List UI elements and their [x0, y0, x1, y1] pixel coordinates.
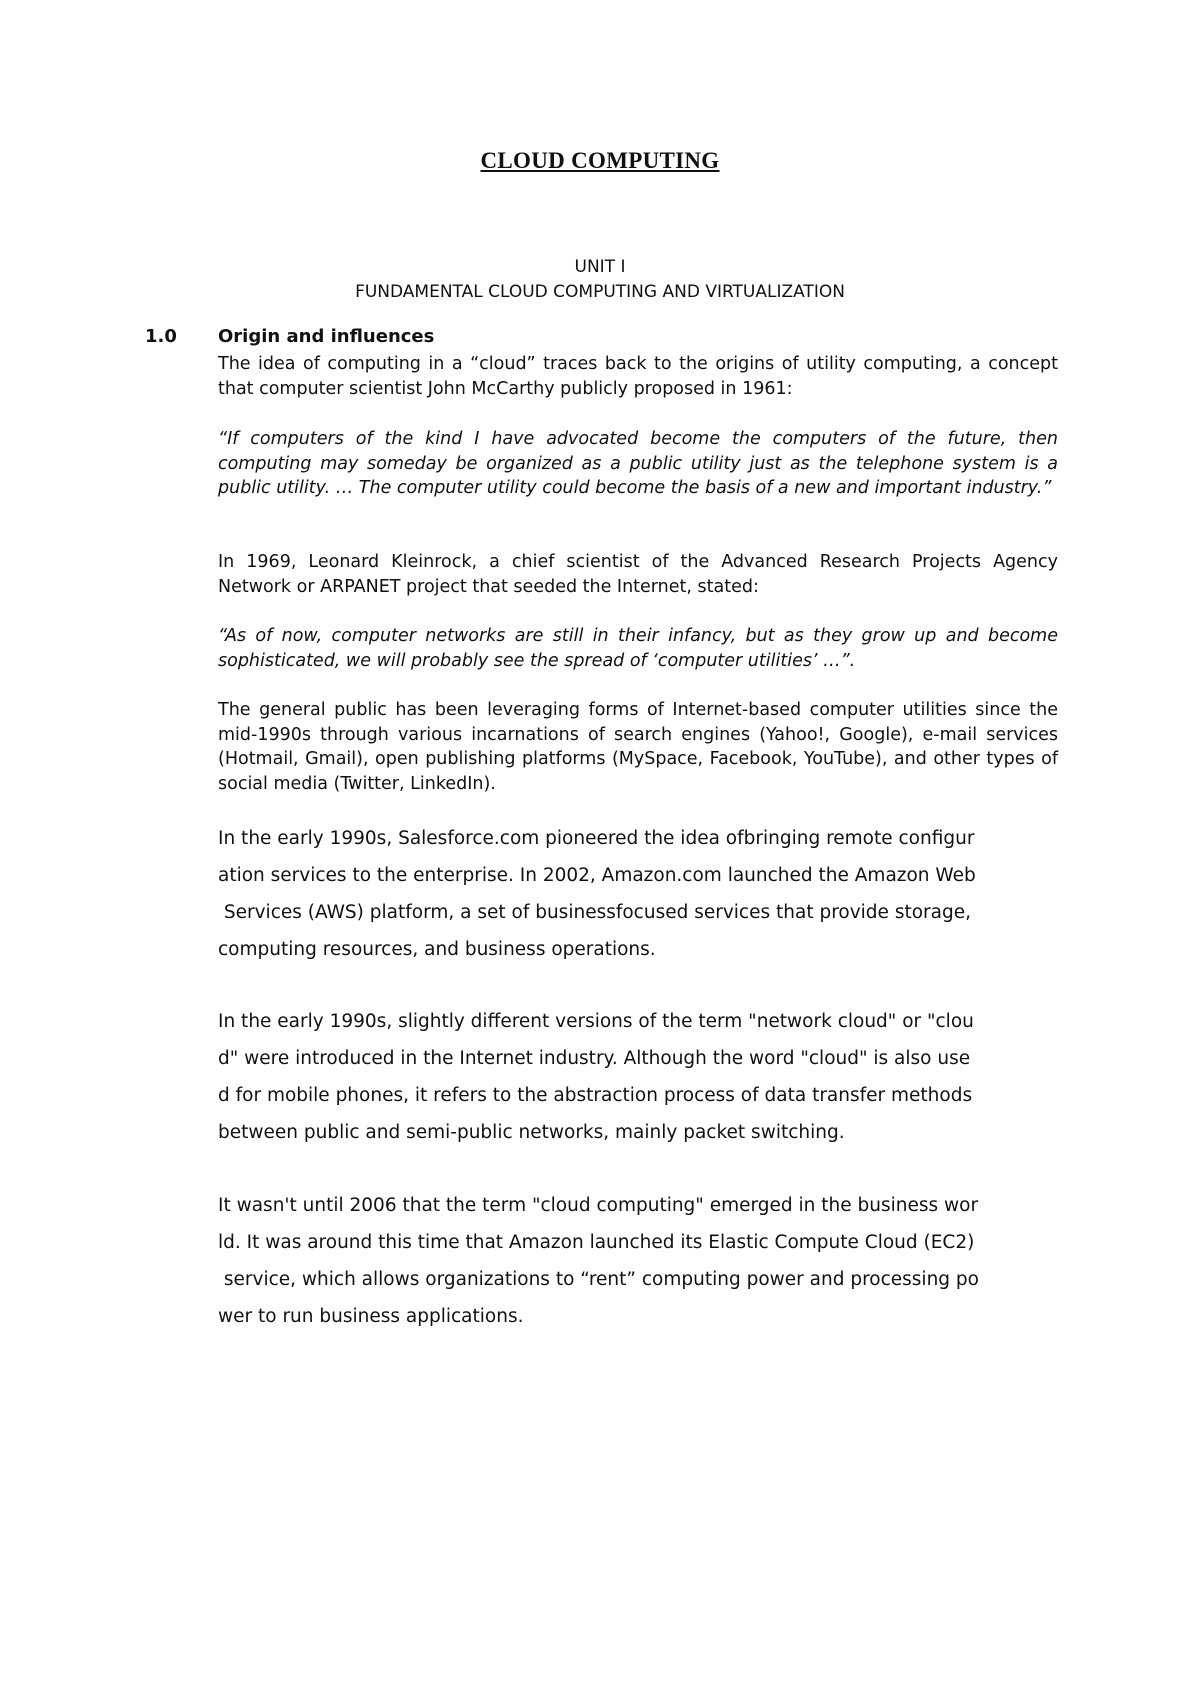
- paragraph-2006-cloud-computing: [218, 1187, 1058, 1335]
- unit-number: UNIT I: [574, 257, 626, 277]
- text-line: ld. It was around this time that Amazon launched its Elastic Compute Cloud (EC2): [218, 1232, 975, 1253]
- unit-heading: [0, 255, 1200, 305]
- text-line: It wasn't until 2006 that the term "cloud computing" emerged in the business wor: [218, 1195, 979, 1216]
- paragraph-kleinrock-intro: In 1969, Leonard Kleinrock, a chief scientist of the Advanced Research Projects Agency Network or ARPANET project that seeded the Internet, stated:: [218, 552, 1058, 597]
- document-title: CLOUD COMPUTING: [480, 148, 720, 173]
- text-line: Services (AWS) platform, a set of businessfocused services that provide storage,: [218, 902, 971, 923]
- text-line: d for mobile phones, it refers to the abstraction process of data transfer methods: [218, 1085, 973, 1106]
- quote-kleinrock: “As of now, computer networks are still in their infancy, but as they grow up and become sophisticated, we will probably see the spread of ‘computer utilities’ …”.: [218, 626, 1058, 671]
- paragraph-network-cloud: [218, 1003, 1058, 1151]
- text-line: between public and semi-public networks, mainly packet switching.: [218, 1122, 845, 1143]
- text-line: ation services to the enterprise. In 2002, Amazon.com launched the Amazon Web: [218, 865, 976, 886]
- section-number: 1.0: [145, 326, 177, 347]
- paragraph-mccarthy-intro: The idea of computing in a “cloud” traces back to the origins of utility computing, a concept that computer scientist John McCarthy publicly proposed in 1961:: [218, 354, 1058, 399]
- text-line: In the early 1990s, slightly different versions of the term "network cloud" or "clou: [218, 1011, 974, 1032]
- unit-title: FUNDAMENTAL CLOUD COMPUTING AND VIRTUALIZATION: [355, 282, 845, 302]
- text-line: service, which allows organizations to “rent” computing power and processing po: [218, 1269, 979, 1290]
- paragraph-salesforce: [218, 820, 1058, 968]
- paragraph-public-utilities: The general public has been leveraging forms of Internet-based computer utilities since the mid-1990s through various incarnations of search engines (Yahoo!, Google), e-mail services (Hotmail, Gmail), open publishing platforms (MySpace, Facebook, YouTube), and other types of social media (Twitter, LinkedIn).: [218, 700, 1058, 794]
- text-line: d" were introduced in the Internet industry. Although the word "cloud" is also use: [218, 1048, 971, 1069]
- section-heading: Origin and influences: [218, 326, 435, 347]
- text-line: computing resources, and business operations.: [218, 939, 656, 960]
- text-line: In the early 1990s, Salesforce.com pioneered the idea ofbringing remote configur: [218, 828, 975, 849]
- quote-mccarthy: “If computers of the kind I have advocated become the computers of the future, then computing may someday be organized as a public utility just as the telephone system is a public utility. … The computer utility could become the basis of a new and important industry.”: [218, 429, 1058, 498]
- text-line: wer to run business applications.: [218, 1306, 524, 1327]
